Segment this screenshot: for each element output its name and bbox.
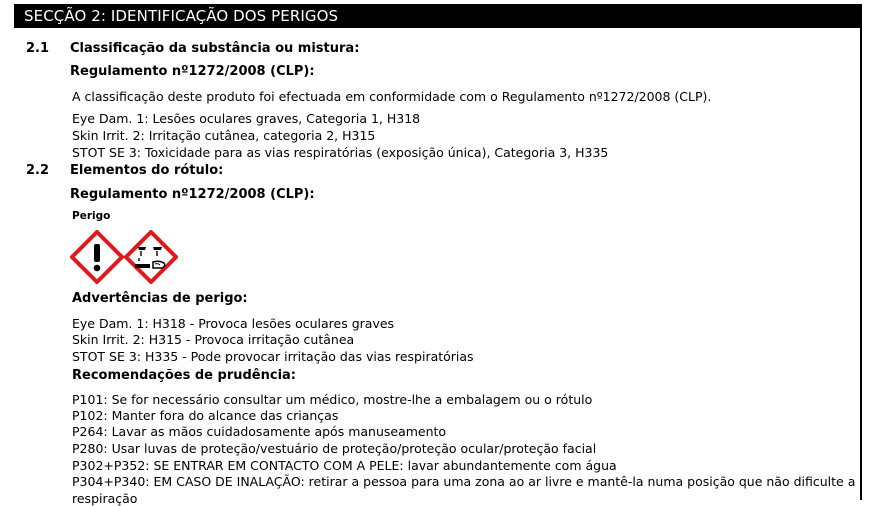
classification-item: STOT SE 3: Toxicidade para as vias respiratórias (exposição única), Categoria 3, H335 [72,145,609,160]
precaution-item: P264: Lavar as mãos cuidadosamente após manuseamento [72,424,447,439]
section-2-1-heading: Classificação da substância ou mistura: [70,41,360,56]
hazard-heading: Advertências de perigo: [72,291,248,306]
section-2-2-heading: Elementos do rótulo: [70,163,224,178]
signal-word: Perigo [72,210,111,222]
classification-statement: A classificação deste produto foi efectuada em conformidade com o Regulamento nº1272/2008 (CLP). [72,89,712,104]
precaution-item: P304+P340: EM CASO DE INALAÇÃO: retirar a pessoa para uma zona ao ar livre e mantê-la numa posição que não dificulte a [72,474,856,489]
precaution-item: P102: Manter fora do alcance das crianças [72,408,339,423]
classification-item: Skin Irrit. 2: Irritação cutânea, categoria 2, H315 [72,128,376,143]
section-2-1-regulation: Regulamento nº1272/2008 (CLP): [70,64,315,79]
precaution-item: P302+P352: SE ENTRAR EM CONTACTO COM A PELE: lavar abundantemente com água [72,458,617,473]
section-header: SECÇÃO 2: IDENTIFICAÇÃO DOS PERIGOS [14,4,862,28]
section-2-2-number: 2.2 [26,163,50,178]
hazard-item: Eye Dam. 1: H318 - Provoca lesões oculares graves [72,316,395,331]
corrosion-pictogram-icon [124,230,178,284]
section-2-1-number: 2.1 [26,41,50,56]
hazard-item: STOT SE 3: H335 - Pode provocar irritação das vias respiratórias [72,349,474,364]
hazard-item: Skin Irrit. 2: H315 - Provoca irritação cutânea [72,332,355,347]
classification-item: Eye Dam. 1: Lesões oculares graves, Categoria 1, H318 [72,111,421,126]
precaution-item: P101: Se for necessário consultar um médico, mostre-lhe a embalagem ou o rótulo [72,392,593,407]
precaution-item: P280: Usar luvas de proteção/vestuário de proteção/proteção ocular/proteção facial [72,441,597,456]
precaution-item: respiração [72,491,138,506]
section-2-2-regulation: Regulamento nº1272/2008 (CLP): [70,187,315,202]
section-border [860,4,862,500]
exclamation-mark-pictogram-icon [70,230,124,284]
precaution-heading: Recomendações de prudência: [72,368,297,383]
